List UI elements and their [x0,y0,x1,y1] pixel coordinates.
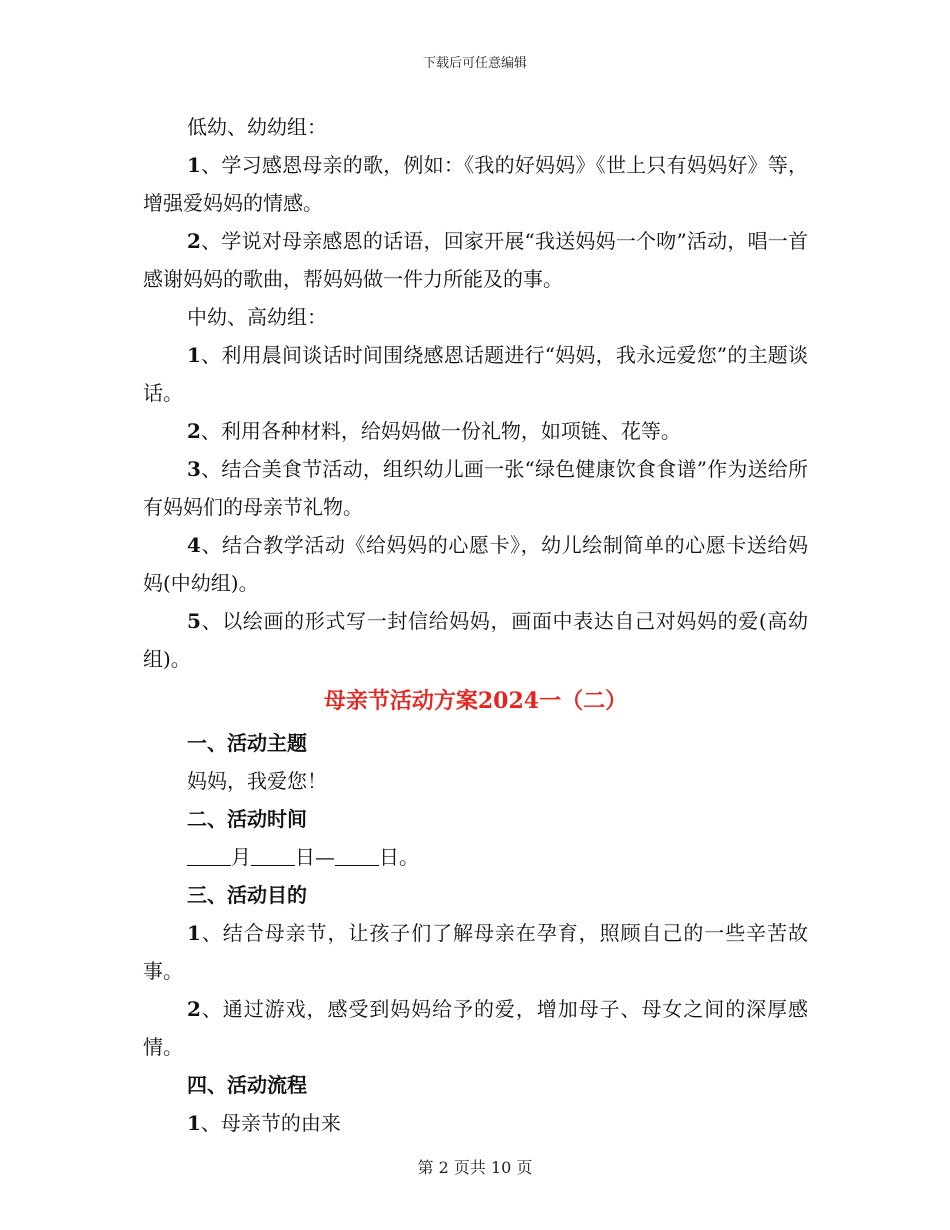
item-text: 、结合教学活动《给妈妈的心愿卡》，幼儿绘制简单的心愿卡送给妈妈(中幼组)。 [143,533,808,595]
time-line [143,838,808,876]
item-number: 2 [187,419,201,443]
item-text: 、结合美食节活动，组织幼儿画一张“绿色健康饮食食谱”作为送给所有妈妈们的母亲节礼物。 [143,457,808,519]
item-number: 1 [187,343,201,367]
blank-line [251,847,295,866]
item-number: 2 [187,229,201,253]
list-item [143,412,808,450]
heading-flow: 四、活动流程 [187,1073,307,1097]
time-day2: 日。 [379,845,419,869]
list-item [143,990,808,1066]
group-b-label: 中幼、高幼组： [187,305,327,329]
list-item [143,450,808,526]
item-text: 、母亲节的由来 [200,1111,341,1135]
time-month: 月 [231,845,251,869]
heading-time: 二、活动时间 [187,807,307,831]
item-number: 5 [187,609,201,633]
list-item [143,336,808,412]
heading-goal: 三、活动目的 [187,883,307,907]
list-item [143,914,808,990]
item-text: 、通过游戏，感受到妈妈给予的爱，增加母子、母女之间的深厚感情。 [143,997,808,1059]
item-text: 、学习感恩母亲的歌，例如：《我的好妈妈》《世上只有妈妈好》等，增强爱妈妈的情感。 [143,153,808,215]
page-header: 下载后可任意编辑 [422,56,527,71]
page-footer: 第 2 页共 10 页 [417,1158,533,1177]
section-title: 母亲节活动方案2024一（二） [323,688,628,714]
document-body [143,108,808,1142]
item-number: 3 [187,457,201,481]
time-day1: 日— [295,845,335,869]
item-number: 2 [187,997,201,1021]
blank-line [187,847,231,866]
blank-line [335,847,379,866]
theme-text: 妈妈，我爱您！ [187,769,327,793]
item-number: 1 [187,153,201,177]
item-number: 1 [187,1111,201,1135]
heading-theme: 一、活动主题 [187,731,307,755]
list-item [143,146,808,222]
list-item [143,602,808,678]
item-text: 、利用晨间谈话时间围绕感恩话题进行“妈妈，我永远爱您”的主题谈话。 [143,343,808,405]
list-item [143,222,808,298]
list-item [143,526,808,602]
group-a-label: 低幼、幼幼组： [187,115,327,139]
list-item [143,1104,808,1142]
item-text: 、学说对母亲感恩的话语，回家开展“我送妈妈一个吻”活动，唱一首感谢妈妈的歌曲，帮妈妈做一件力所能及的事。 [143,229,808,291]
item-number: 1 [187,921,201,945]
item-number: 4 [187,533,201,557]
item-text: 、利用各种材料，给妈妈做一份礼物，如项链、花等。 [200,419,681,443]
item-text: 、以绘画的形式写一封信给妈妈，画面中表达自己对妈妈的爱(高幼组)。 [143,609,808,671]
item-text: 、结合母亲节，让孩子们了解母亲在孕育，照顾自己的一些辛苦故事。 [143,921,808,983]
